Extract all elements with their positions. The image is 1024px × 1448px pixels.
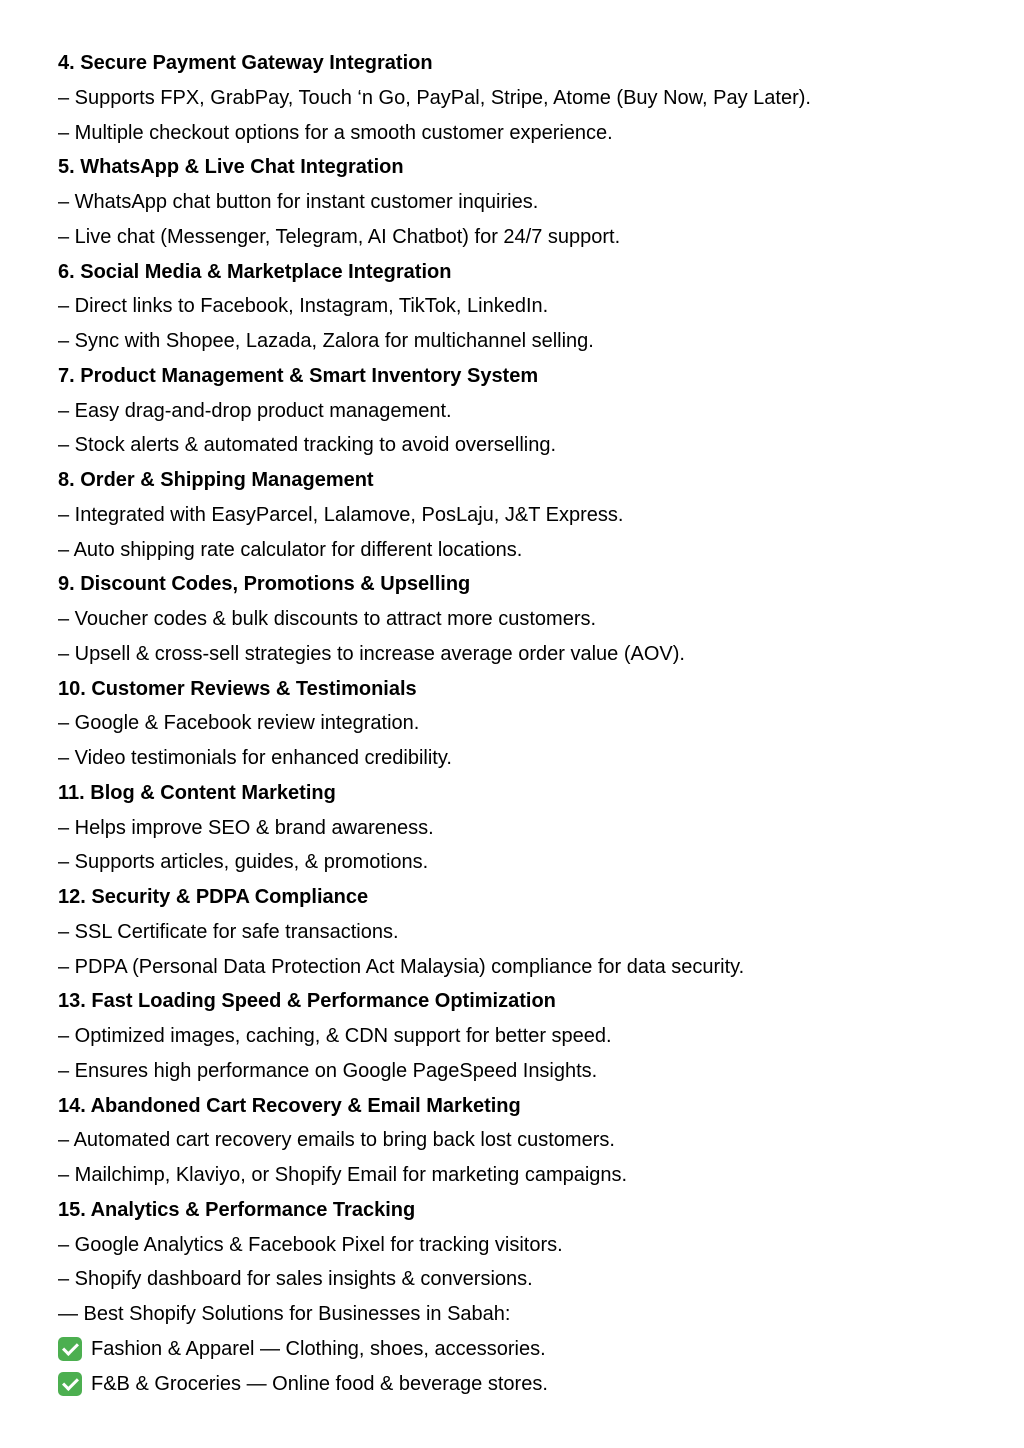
section-item: – Multiple checkout options for a smooth customer experience. (58, 121, 613, 144)
section-item: – Mailchimp, Klaviyo, or Shopify Email for marketing campaigns. (58, 1164, 628, 1186)
section-item: – Voucher codes & bulk discounts to attract more customers. (58, 608, 597, 630)
section-heading: 5. WhatsApp & Live Chat Integration (58, 156, 404, 179)
section-item: – SSL Certificate for safe transactions. (58, 920, 399, 943)
section-item: – Live chat (Messenger, Telegram, AI Chatbot) for 24/7 support. (58, 225, 621, 248)
section-heading: 11. Blog & Content Marketing (58, 781, 336, 804)
section-heading: 15. Analytics & Performance Tracking (58, 1198, 416, 1221)
section-item: – Direct links to Facebook, Instagram, TikTok, LinkedIn. (58, 295, 549, 318)
check-mark-icon (58, 1337, 82, 1361)
section-heading: 7. Product Management & Smart Inventory System (58, 364, 539, 387)
section-item: – Auto shipping rate calculator for different locations. (58, 538, 523, 561)
section-item: – Supports articles, guides, & promotions. (58, 851, 429, 874)
section-item: – Optimized images, caching, & CDN support for better speed. (58, 1025, 612, 1047)
solution-item (58, 1332, 998, 1367)
section-heading: 10. Customer Reviews & Testimonials (58, 677, 417, 700)
check-mark-icon (58, 1372, 82, 1396)
section-item: – Ensures high performance on Google PageSpeed Insights. (58, 1059, 598, 1082)
section-item: – Shopify dashboard for sales insights & conversions. (58, 1268, 533, 1291)
section-item: – Video testimonials for enhanced credibility. (58, 747, 452, 769)
section-item: – Stock alerts & automated tracking to avoid overselling. (58, 434, 557, 457)
section-item: – Upsell & cross-sell strategies to increase average order value (AOV). (58, 642, 685, 665)
section-item: – WhatsApp chat button for instant customer inquiries. (58, 191, 539, 213)
section-heading: 4. Secure Payment Gateway Integration (58, 52, 433, 74)
solutions-intro: — Best Shopify Solutions for Businesses in Sabah: (58, 1303, 511, 1325)
section-item: – Supports FPX, GrabPay, Touch ‘n Go, PayPal, Stripe, Atome (Buy Now, Pay Later). (58, 86, 811, 109)
section-item: – Sync with Shopee, Lazada, Zalora for multichannel selling. (58, 330, 594, 352)
solution-item-text: F&B & Groceries — Online food & beverage stores. (91, 1372, 548, 1395)
solution-item-text: Fashion & Apparel — Clothing, shoes, accessories. (91, 1337, 546, 1360)
section-item: – PDPA (Personal Data Protection Act Malaysia) compliance for data security. (58, 955, 745, 978)
section-heading: 6. Social Media & Marketplace Integration (58, 260, 452, 283)
section-heading: 9. Discount Codes, Promotions & Upselling (58, 573, 471, 596)
solution-item (58, 1367, 998, 1402)
section-heading: 14. Abandoned Cart Recovery & Email Marketing (58, 1094, 521, 1117)
section-item: – Google & Facebook review integration. (58, 712, 420, 735)
section-item: – Easy drag-and-drop product management. (58, 399, 452, 422)
section-item: – Automated cart recovery emails to bring back lost customers. (58, 1129, 615, 1152)
section-item: – Integrated with EasyParcel, Lalamove, PosLaju, J&T Express. (58, 503, 624, 526)
section-item: – Google Analytics & Facebook Pixel for tracking visitors. (58, 1233, 563, 1256)
section-heading: 13. Fast Loading Speed & Performance Optimization (58, 990, 556, 1013)
section-heading: 12. Security & PDPA Compliance (58, 886, 369, 908)
section-item: – Helps improve SEO & brand awareness. (58, 816, 434, 839)
section-heading: 8. Order & Shipping Management (58, 469, 374, 491)
document-body (58, 46, 998, 1401)
